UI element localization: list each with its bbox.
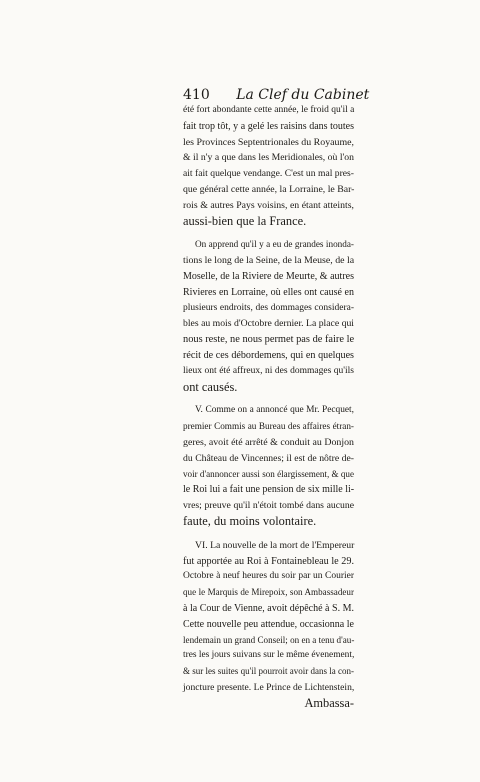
text-line: Moselle, de la Riviere de Meurte, & autres xyxy=(183,270,354,282)
text-line: fut apportée au Roi à Fontainebleau le 29. xyxy=(183,555,354,567)
page-number: 410 xyxy=(183,87,210,103)
text-line: geres, avoit été arrêté & conduit au Donjon xyxy=(183,436,354,448)
text-line: fait trop tôt, y a gelé les raisins dans toutes xyxy=(183,120,354,132)
text-line: lieux ont été affreux, ni des dommages qu'ils xyxy=(183,365,354,376)
text-line: du Château de Vincennes; il est de nôtre de- xyxy=(183,452,354,464)
text-line: à la Cour de Vienne, avoit dépêché à S. M. xyxy=(183,602,354,614)
paragraph-3 xyxy=(183,403,354,529)
catchword: Ambassa- xyxy=(304,695,354,710)
text-line: lendemain un grand Conseil; on en a tenu d'au- xyxy=(183,634,355,645)
body-text xyxy=(183,103,354,711)
text-line: premier Commis au Bureau des affaires étran- xyxy=(183,421,354,432)
text-line: joncture presente. Le Prince de Lichtenstein, xyxy=(183,681,355,693)
text-line: & sur les suites qu'il pourroit avoir dans la con- xyxy=(183,666,354,677)
text-line: On apprend qu'il y a eu de grandes inonda- xyxy=(195,239,354,250)
text-line: les Provinces Septentrionales du Royaume, xyxy=(183,136,354,148)
text-line: que général cette année, la Lorraine, le Bar- xyxy=(183,183,355,195)
text-line: Cette nouvelle peu attendue, occasionna le xyxy=(183,618,354,630)
text-line: plusieurs endroits, des dommages considera- xyxy=(183,302,354,313)
text-line: faute, du moins volontaire. xyxy=(183,513,317,528)
text-line: bles au mois d'Octobre dernier. La place qui xyxy=(183,318,354,330)
text-line: ait fait quelque vendange. C'est un mal pres- xyxy=(183,168,354,180)
text-line: tres les jours suivans sur le même évenement, xyxy=(183,650,355,661)
text-line: que le Marquis de Mirepoix, son Ambassadeur xyxy=(183,587,354,598)
paragraph-4 xyxy=(183,538,354,696)
text-line: aussi-bien que la France. xyxy=(183,213,307,228)
text-line: rois & autres Pays voisins, en étant atteints, xyxy=(183,199,354,211)
text-line: VI. La nouvelle de la mort de l'Empereur xyxy=(195,539,355,551)
text-line: le Roi lui a fait une pension de six mille li- xyxy=(183,484,355,496)
paragraph-1 xyxy=(183,103,354,229)
text-line: & il n'y a que dans les Meridionales, où l'on xyxy=(183,152,354,164)
running-title: La Clef du Cabinet xyxy=(236,87,370,103)
text-line: récit de ces débordemens, qui en quelques xyxy=(183,349,354,361)
text-line: nous reste, ne nous permet pas de faire le xyxy=(183,334,355,346)
text-line: tions le long de la Seine, de la Meuse, de la xyxy=(183,255,355,267)
text-line: Octobre à neuf heures du soir par un Courier xyxy=(183,571,354,582)
text-line: vres; preuve qu'il n'étoit tombé dans aucune xyxy=(183,500,354,512)
text-line: ont causés. xyxy=(183,379,238,394)
text-line: voir d'annoncer aussi son élargissement, & que xyxy=(183,468,354,479)
text-line: Rivieres en Lorraine, où elles ont causé en xyxy=(183,286,354,298)
text-line: été fort abondante cette année, le froid qu'il a xyxy=(183,105,355,115)
paragraph-2 xyxy=(183,237,354,395)
text-line: V. Comme on a annoncé que Mr. Pecquet, xyxy=(195,405,354,416)
